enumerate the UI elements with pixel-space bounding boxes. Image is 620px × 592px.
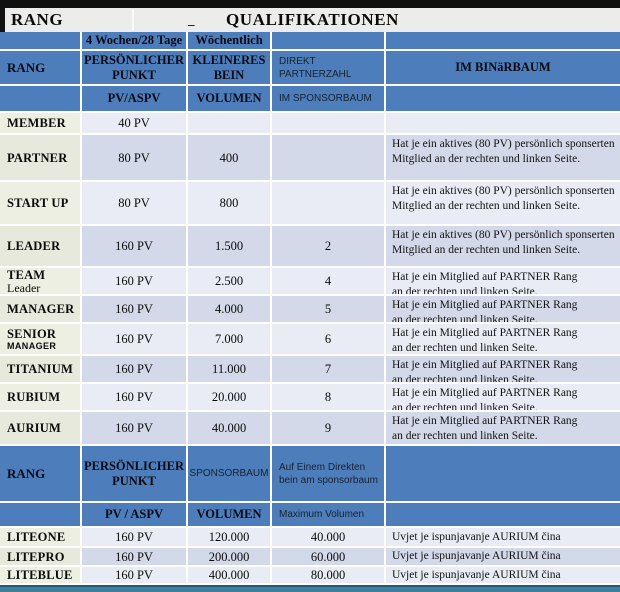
cell-pv	[82, 296, 188, 322]
header-cell-volume	[188, 51, 272, 84]
volume-unit-label: VOLUMEN	[196, 507, 262, 521]
pv-header-line: PERSÖNLICHER	[83, 458, 185, 473]
rank-subname: MANAGER	[7, 341, 57, 351]
cell-rank	[0, 548, 82, 565]
cell-pv	[82, 567, 188, 583]
cell-rank	[0, 182, 82, 224]
lite-rank-row-liteone	[0, 528, 620, 548]
sponsor-tree-label: IM SPONSORBAUM	[279, 93, 372, 104]
cell-volume	[188, 268, 272, 294]
pv-value: 160 PV	[115, 530, 153, 544]
header-cell-volume-unit	[188, 86, 272, 111]
cell-partners	[272, 296, 386, 322]
cell-volume	[188, 296, 272, 322]
volume-value: 2.500	[214, 274, 244, 288]
header-cell-rank	[0, 446, 82, 501]
rank-name: LEADER	[7, 239, 61, 253]
cell-volume	[188, 384, 272, 410]
header-cell-pv-unit	[82, 503, 188, 526]
volume-value: 4.000	[214, 302, 244, 316]
rank-row-member	[0, 113, 620, 135]
description-line: Uvjet je ispunjavanje AURIUM čina	[392, 530, 561, 543]
header-period-row	[0, 32, 620, 51]
cell-pv	[82, 182, 188, 224]
cell-rank	[0, 113, 82, 133]
rank-row-start-up	[0, 182, 620, 226]
pv-value: 160 PV	[115, 549, 153, 564]
pv-value: 160 PV	[115, 332, 153, 346]
max-volume-value: 80.000	[310, 568, 346, 582]
cell-pv	[82, 324, 188, 354]
header-cell-rank	[0, 51, 82, 84]
rank-header-label: RANG	[7, 465, 46, 481]
header-cell-empty	[0, 503, 82, 526]
cell-partners	[272, 182, 386, 224]
description-line: Hat je ein Mitglied auf PARTNER Rang	[392, 387, 578, 399]
cell-volume	[188, 548, 272, 565]
cell-partners	[272, 324, 386, 354]
partners-value: 5	[324, 302, 332, 316]
volume-value: 11.000	[212, 362, 246, 376]
cell-description	[386, 296, 620, 322]
partners-header-line: Auf Einem Direkten	[279, 461, 366, 473]
cell-partners	[272, 412, 386, 444]
volume-unit-label: VOLUMEN	[196, 91, 262, 105]
description-line: Uvjet je ispunjavanje AURIUM čina	[392, 568, 561, 581]
rank-column-title: RANG	[11, 10, 64, 29]
pv-value: 160 PV	[115, 421, 153, 435]
rank-row-partner	[0, 135, 620, 182]
pv-value: 160 PV	[115, 302, 153, 316]
cell-rank	[0, 296, 82, 322]
sponsor-tree-header-label: SPONSORBAUM	[189, 468, 269, 479]
partners-value: 6	[324, 332, 332, 346]
cell-pv	[82, 356, 188, 382]
cursor-mark: _	[188, 12, 195, 27]
volume-period-label: Wöchentlich	[195, 33, 263, 47]
cell-pv	[82, 384, 188, 410]
cell-rank	[0, 268, 82, 294]
header-cell-partners-unit	[272, 86, 386, 111]
pv-value: 160 PV	[115, 390, 153, 404]
pv-value: 40 PV	[118, 116, 150, 130]
description-line: an der rechten und linken Seite.	[392, 314, 538, 322]
header-cell-pv	[82, 446, 188, 501]
bottom-bar	[0, 585, 620, 592]
header2-label-row	[0, 446, 620, 503]
max-volume-value: 40.000	[310, 530, 346, 544]
pv-value: 160 PV	[115, 362, 153, 376]
top-bar	[0, 0, 620, 8]
header-cell-empty	[386, 446, 620, 501]
cell-rank	[0, 384, 82, 410]
rank-name: PARTNER	[7, 150, 68, 165]
volume-value: 800	[219, 196, 239, 210]
cell-pv	[82, 226, 188, 266]
pv-value: 80 PV	[118, 196, 150, 210]
volume-value: 400	[219, 150, 239, 165]
volume-value: 7.000	[214, 332, 244, 346]
cell-rank	[0, 412, 82, 444]
cell-pv	[82, 268, 188, 294]
cell-volume	[188, 567, 272, 583]
description-line: an der rechten und linken Seite.	[392, 286, 538, 294]
header-cell-pv-period	[82, 32, 188, 49]
description-line: Hat je ein aktives (80 PV) persönlich sponserten	[392, 185, 615, 197]
cell-description	[386, 548, 620, 565]
lite-rank-row-litepro	[0, 548, 620, 567]
cell-partners	[272, 567, 386, 583]
max-volume-value: 60.000	[310, 549, 346, 564]
cell-rank	[0, 528, 82, 546]
rank-header-label: RANG	[7, 59, 46, 75]
cell-volume	[188, 135, 272, 180]
cell-partners	[272, 384, 386, 410]
description-line: an der rechten und linken Seite.	[392, 430, 538, 442]
header-cell-volume-period	[188, 32, 272, 49]
cell-rank	[0, 135, 82, 180]
partners-value: 2	[324, 239, 332, 253]
header-cell-empty	[0, 32, 82, 49]
cell-volume	[188, 412, 272, 444]
cell-description	[386, 113, 620, 133]
cell-pv	[82, 528, 188, 546]
cell-pv	[82, 412, 188, 444]
pv-unit-label: PV/ASPV	[107, 91, 161, 105]
pv-unit-label: PV / ASPV	[104, 507, 164, 521]
pv-header-line: PUNKT	[112, 67, 156, 82]
cell-volume	[188, 182, 272, 224]
volume-header-line: BEIN	[213, 67, 245, 82]
header-cell-volume-unit	[188, 503, 272, 526]
volume-value: 400.000	[208, 568, 250, 582]
rank-name: TITANIUM	[7, 362, 73, 376]
rank-name: RUBIUM	[7, 390, 61, 404]
partners-header-line: bein am sponsorbaum	[279, 474, 378, 486]
header-cell-max-volume	[272, 503, 386, 526]
rank-name: MEMBER	[7, 116, 66, 130]
cell-volume	[188, 356, 272, 382]
rank-name: LITEPRO	[7, 549, 65, 564]
cell-pv	[82, 548, 188, 565]
volume-value: 200.000	[208, 549, 250, 564]
pv-period-label: 4 Wochen/28 Tage	[85, 33, 183, 47]
partners-header-label: DIREKT PARTNERZAHL	[279, 55, 352, 80]
rank-name: MANAGER	[7, 302, 75, 316]
description-line: an der rechten und linken Seite.	[392, 374, 538, 382]
description-line: Uvjet je ispunjavanje AURIUM čina	[392, 550, 561, 562]
header2-units-row	[0, 503, 620, 528]
rank-name: START UP	[7, 196, 69, 210]
rank-row-senior	[0, 324, 620, 356]
description-line: Mitglied an der rechten und linken Seite.	[392, 153, 581, 165]
header-cell-binary	[386, 51, 620, 84]
rank-name: LITEONE	[7, 530, 66, 544]
description-line: Hat je ein aktives (80 PV) persönlich sponserten	[392, 229, 615, 241]
cell-description	[386, 182, 620, 224]
header-units-row	[0, 86, 620, 113]
qualification-grid	[0, 32, 620, 585]
description-line: Hat je ein Mitglied auf PARTNER Rang	[392, 359, 578, 371]
binary-tree-header-label: IM BINäRBAUM	[455, 60, 551, 74]
partners-value: 7	[324, 362, 332, 376]
header-cell-empty	[272, 32, 386, 49]
header-cell-pv-unit	[82, 86, 188, 111]
volume-value: 40.000	[211, 421, 247, 435]
partners-value: 9	[324, 421, 332, 435]
lite-rank-row-liteblue	[0, 567, 620, 585]
cell-rank	[0, 324, 82, 354]
cell-description	[386, 412, 620, 444]
cell-partners	[272, 268, 386, 294]
rank-name: AURIUM	[7, 421, 61, 435]
description-line: Mitglied an der rechten und linken Seite.	[392, 244, 581, 256]
description-line: Hat je ein Mitglied auf PARTNER Rang	[392, 415, 578, 427]
description-line: Hat je ein Mitglied auf PARTNER Rang	[392, 327, 578, 339]
page-title: QUALIFIKATIONEN	[225, 10, 400, 29]
pv-value: 160 PV	[115, 274, 153, 288]
volume-value: 120.000	[208, 530, 250, 544]
cell-volume	[188, 113, 272, 133]
title-row	[0, 8, 620, 32]
rank-name: SENIOR	[7, 327, 57, 341]
cell-description	[386, 567, 620, 583]
header-cell-partners	[272, 51, 386, 84]
rank-row-manager	[0, 296, 620, 324]
cell-rank	[0, 226, 82, 266]
header-cell-partners	[272, 446, 386, 501]
cell-description	[386, 324, 620, 354]
cell-volume	[188, 528, 272, 546]
volume-value: 1.500	[214, 239, 244, 253]
max-volume-label: Maximum Volumen	[279, 509, 365, 520]
volume-value: 20.000	[211, 390, 247, 404]
header-cell-empty	[386, 86, 620, 111]
rank-row-titanium	[0, 356, 620, 384]
cell-description	[386, 268, 620, 294]
description-line: Mitglied an der rechten und linken Seite.	[392, 200, 581, 212]
cell-partners	[272, 226, 386, 266]
pv-value: 160 PV	[115, 568, 153, 582]
description-line: Hat je ein Mitglied auf PARTNER Rang	[392, 299, 578, 311]
description-line: Hat je ein Mitglied auf PARTNER Rang	[392, 271, 578, 283]
cell-pv	[82, 113, 188, 133]
description-line: an der rechten und linken Seite.	[392, 402, 538, 410]
cell-rank	[0, 356, 82, 382]
pv-header-line: PUNKT	[112, 473, 156, 488]
rank-row-aurium	[0, 412, 620, 446]
cell-rank	[0, 567, 82, 583]
cell-partners	[272, 528, 386, 546]
rank-row-rubium	[0, 384, 620, 412]
rank-name: TEAM	[7, 268, 46, 282]
cell-description	[386, 528, 620, 546]
description-line: Hat je ein aktives (80 PV) persönlich sponserten	[392, 138, 615, 150]
pv-value: 80 PV	[118, 150, 150, 165]
cell-description	[386, 384, 620, 410]
cell-partners	[272, 113, 386, 133]
cell-volume	[188, 226, 272, 266]
cell-description	[386, 226, 620, 266]
header-cell-empty	[0, 86, 82, 111]
partners-value: 4	[324, 274, 332, 288]
cell-partners	[272, 548, 386, 565]
cell-partners	[272, 356, 386, 382]
rank-row-team	[0, 268, 620, 296]
cell-pv	[82, 135, 188, 180]
cell-description	[386, 135, 620, 180]
partners-value: 8	[324, 390, 332, 404]
rank-subname: Leader	[7, 280, 41, 294]
header-cell-empty	[386, 503, 620, 526]
cell-description	[386, 356, 620, 382]
volume-header-line: KLEINERES	[192, 52, 266, 67]
pv-header-line: PERSÖNLICHER	[83, 52, 185, 67]
header-cell-pv	[82, 51, 188, 84]
header-label-row	[0, 51, 620, 86]
rank-name: LITEBLUE	[7, 568, 73, 582]
header-cell-sponsor-tree	[188, 446, 272, 501]
cell-volume	[188, 324, 272, 354]
cell-partners	[272, 135, 386, 180]
description-line: an der rechten und linken Seite.	[392, 342, 538, 354]
pv-value: 160 PV	[115, 239, 153, 253]
rank-row-leader	[0, 226, 620, 268]
header-cell-empty	[386, 32, 620, 49]
